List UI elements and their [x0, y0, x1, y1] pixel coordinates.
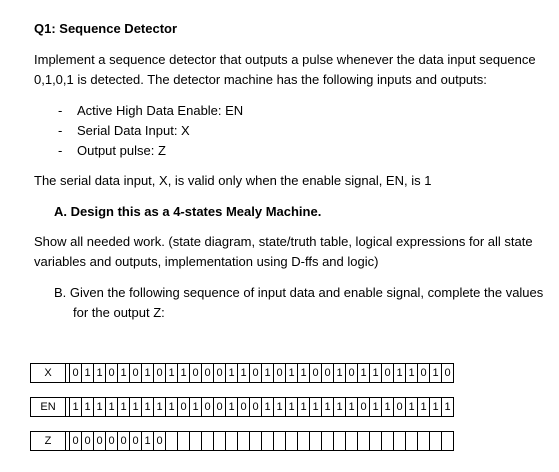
sequence-cell	[262, 432, 274, 451]
sequence-cell: 0	[178, 398, 190, 417]
sequence-cell	[370, 432, 382, 451]
sequence-cell: 1	[382, 398, 394, 417]
sequence-cell: 0	[346, 364, 358, 383]
sequence-cell: 1	[370, 398, 382, 417]
sequence-cell	[178, 432, 190, 451]
sequence-cell	[226, 432, 238, 451]
sequence-cell: 1	[322, 398, 334, 417]
sequence-cell: 0	[82, 432, 94, 451]
part-b-line-2: for the output Z:	[73, 305, 165, 320]
sequence-cell: 1	[334, 364, 346, 383]
sequence-table-en	[30, 397, 454, 417]
sequence-cell: 1	[166, 364, 178, 383]
sequence-cell: 1	[346, 398, 358, 417]
sequence-cell: 1	[274, 398, 286, 417]
sequence-cell: 0	[382, 364, 394, 383]
work-line-2: variables and outputs, implementation using D-ffs and logic)	[34, 254, 379, 269]
sequence-table-z	[30, 431, 454, 451]
sequence-cell	[334, 432, 346, 451]
sequence-cell: 1	[226, 398, 238, 417]
sequence-cell: 0	[394, 398, 406, 417]
sequence-cell: 1	[430, 364, 442, 383]
sequence-cell: 0	[94, 432, 106, 451]
sequence-cell	[190, 432, 202, 451]
sequence-cell: 1	[166, 398, 178, 417]
sequence-cell: 0	[358, 398, 370, 417]
sequence-cell: 1	[70, 398, 82, 417]
sequence-cell: 0	[154, 432, 166, 451]
sequence-cell: 1	[106, 398, 118, 417]
sequence-cell: 0	[106, 432, 118, 451]
sequence-cell: 0	[70, 432, 82, 451]
work-line-1: Show all needed work. (state diagram, state/truth table, logical expressions for all state	[34, 234, 533, 249]
sequence-cell: 1	[430, 398, 442, 417]
sequence-cell: 0	[118, 432, 130, 451]
sequence-cell: 1	[190, 398, 202, 417]
sequence-cell	[322, 432, 334, 451]
sequence-cell: 1	[226, 364, 238, 383]
sequence-cell: 0	[202, 364, 214, 383]
sequence-cell: 1	[334, 398, 346, 417]
validity-note: The serial data input, X, is valid only when the enable signal, EN, is 1	[34, 173, 432, 188]
sequence-cell: 1	[130, 398, 142, 417]
sequence-cell: 1	[142, 432, 154, 451]
sequence-cell: 1	[118, 364, 130, 383]
bullet-item: Active High Data Enable: EN	[77, 103, 244, 118]
bullet-item: Output pulse: Z	[77, 143, 166, 158]
sequence-cell	[250, 432, 262, 451]
sequence-cell	[166, 432, 178, 451]
sequence-cell: 1	[418, 398, 430, 417]
sequence-cell	[346, 432, 358, 451]
sequence-cell: 1	[298, 398, 310, 417]
sequence-cell: 0	[214, 398, 226, 417]
bullet-item: Serial Data Input: X	[77, 123, 190, 138]
sequence-cell: 1	[394, 364, 406, 383]
sequence-cell: 0	[154, 364, 166, 383]
sequence-cell: 1	[262, 364, 274, 383]
intro-line-2: 0,1,0,1 is detected. The detector machine has the following inputs and outputs:	[34, 72, 487, 87]
sequence-cell: 1	[286, 398, 298, 417]
sequence-cell: 0	[274, 364, 286, 383]
sequence-cell: 1	[118, 398, 130, 417]
sequence-cell: 0	[250, 398, 262, 417]
intro-line-1: Implement a sequence detector that outputs a pulse whenever the data input sequence	[34, 52, 536, 67]
sequence-cell	[202, 432, 214, 451]
sequence-cell: 1	[358, 364, 370, 383]
sequence-cell	[442, 432, 454, 451]
sequence-cell	[358, 432, 370, 451]
sequence-cell: 0	[238, 398, 250, 417]
sequence-cell	[394, 432, 406, 451]
question-title: Q1: Sequence Detector	[34, 21, 178, 36]
sequence-cell: 0	[250, 364, 262, 383]
sequence-cell	[310, 432, 322, 451]
sequence-cell: 0	[310, 364, 322, 383]
sequence-cell: 1	[298, 364, 310, 383]
sequence-cell: 1	[82, 398, 94, 417]
sequence-cell: 1	[310, 398, 322, 417]
sequence-cell: 1	[370, 364, 382, 383]
sequence-cell	[382, 432, 394, 451]
sequence-cell: 1	[262, 398, 274, 417]
part-b-line-1: B. Given the following sequence of input data and enable signal, complete the values	[54, 285, 544, 300]
bullet-marker: -	[58, 143, 63, 158]
sequence-cell	[298, 432, 310, 451]
sequence-cell	[430, 432, 442, 451]
sequence-cell	[274, 432, 286, 451]
sequence-cell: 1	[238, 364, 250, 383]
sequence-cell: 1	[142, 398, 154, 417]
sequence-cell: 0	[190, 364, 202, 383]
sequence-cell	[406, 432, 418, 451]
sequence-cell	[286, 432, 298, 451]
sequence-cell: 1	[178, 364, 190, 383]
sequence-cell: 1	[82, 364, 94, 383]
sequence-table-x	[30, 363, 454, 383]
sequence-cell: 1	[286, 364, 298, 383]
sequence-cell: 1	[406, 364, 418, 383]
sequence-cell: 0	[442, 364, 454, 383]
sequence-cell: 1	[94, 398, 106, 417]
sequence-cell	[238, 432, 250, 451]
sequence-cell: 0	[322, 364, 334, 383]
part-a-heading: A. Design this as a 4-states Mealy Machine.	[54, 204, 322, 219]
sequence-cell: 0	[106, 364, 118, 383]
sequence-cell: 0	[202, 398, 214, 417]
sequence-cell	[214, 432, 226, 451]
bullet-marker: -	[58, 123, 63, 138]
sequence-cell: 0	[214, 364, 226, 383]
row-label: Z	[31, 432, 66, 451]
sequence-cell: 1	[142, 364, 154, 383]
sequence-cell: 1	[94, 364, 106, 383]
sequence-cell: 0	[130, 432, 142, 451]
sequence-cell: 1	[154, 398, 166, 417]
sequence-cell: 0	[130, 364, 142, 383]
sequence-cell	[418, 432, 430, 451]
sequence-cell: 1	[442, 398, 454, 417]
sequence-cell: 1	[406, 398, 418, 417]
row-label: X	[31, 364, 66, 383]
row-label: EN	[31, 398, 66, 417]
sequence-cell: 0	[70, 364, 82, 383]
sequence-cell: 0	[418, 364, 430, 383]
bullet-marker: -	[58, 103, 63, 118]
